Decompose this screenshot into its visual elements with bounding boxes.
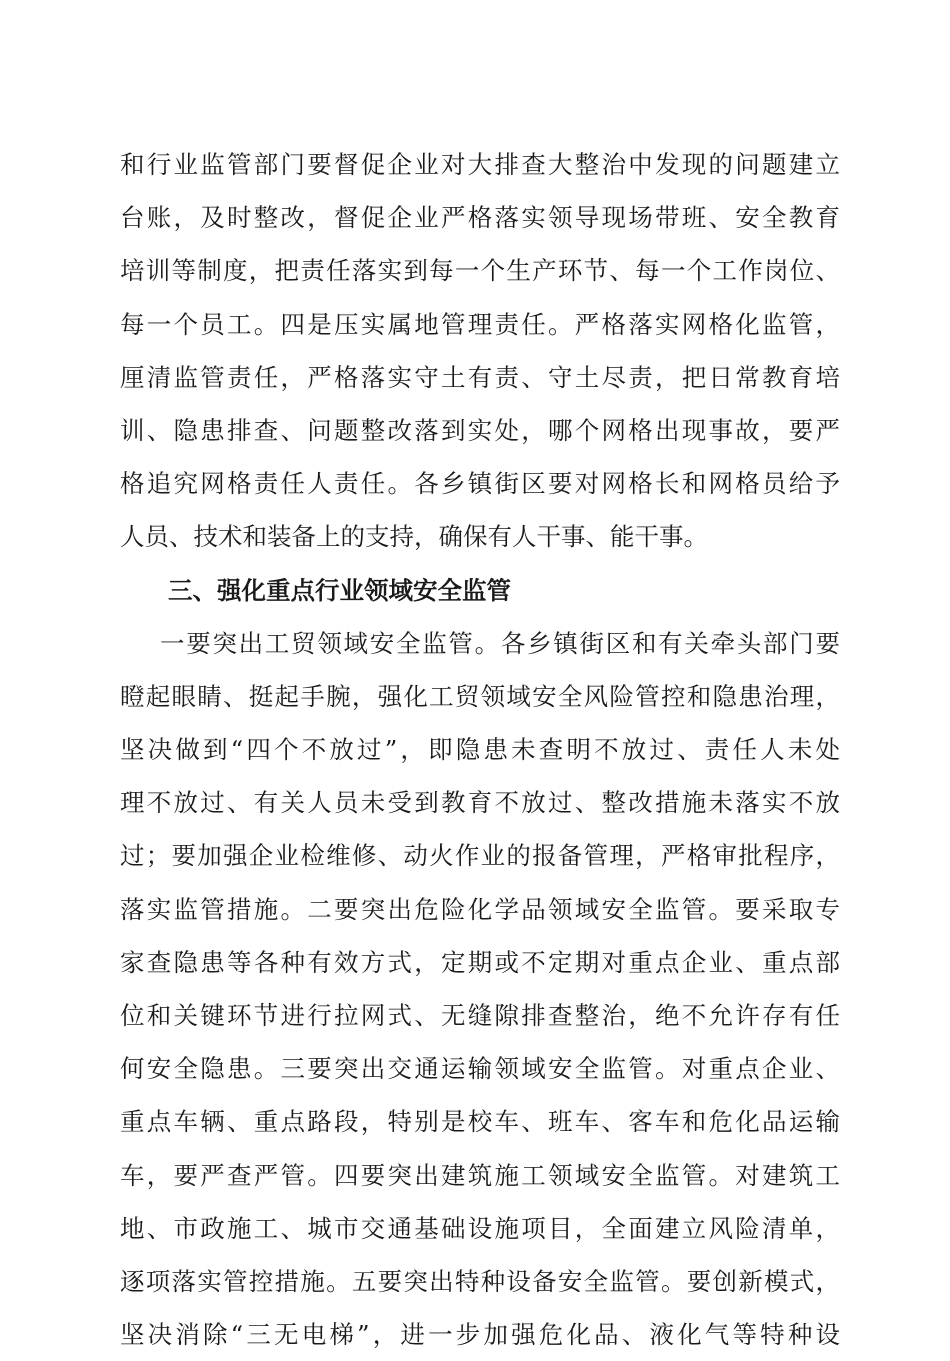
paragraph-line: 位和关键环节进行拉网式、无缝隙排查整治，绝不允许存有任 [120, 1001, 840, 1030]
paragraph-line: 训、隐患排查、问题整改落到实处，哪个网格出现事故，要严 [120, 415, 840, 445]
paragraph-line: 坚决做到“四个不放过”，即隐患未查明不放过、责任人未处 [120, 735, 840, 765]
paragraph-line: 每一个员工。四是压实属地管理责任。严格落实网格化监管， [120, 309, 840, 339]
paragraph-line: 落实监管措施。二要突出危险化学品领域安全监管。要采取专 [120, 894, 840, 924]
paragraph-line: 地、市政施工、城市交通基础设施项目，全面建立风险清单， [120, 1213, 840, 1243]
paragraph-line: 和行业监管部门要督促企业对大排查大整治中发现的问题建立 [120, 150, 840, 179]
paragraph-line: 台账，及时整改，督促企业严格落实领导现场带班、安全教育 [120, 203, 840, 233]
paragraph-line: 何安全隐患。三要突出交通运输领域安全监管。对重点企业、 [120, 1054, 840, 1084]
paragraph-line: 重点车辆、重点路段，特别是校车、班车、客车和危化品运输 [120, 1107, 840, 1137]
paragraph-line: 家查隐患等各种有效方式，定期或不定期对重点企业、重点部 [120, 947, 840, 977]
paragraph-line: 一要突出工贸领域安全监管。各乡镇街区和有关牵头部门要 [160, 628, 840, 658]
paragraph-line: 瞪起眼睛、挺起手腕，强化工贸领域安全风险管控和隐患治理， [120, 681, 840, 711]
paragraph-line: 人员、技术和装备上的支持，确保有人干事、能干事。 [120, 522, 708, 552]
paragraph-line: 培训等制度，把责任落实到每一个生产环节、每一个工作岗位、 [120, 256, 840, 286]
paragraph-line: 坚决消除“三无电梯”，进一步加强危化品、液化气等特种设 [120, 1320, 840, 1350]
paragraph-line: 逐项落实管控措施。五要突出特种设备安全监管。要创新模式， [120, 1266, 840, 1296]
paragraph-line: 车，要严查严管。四要突出建筑施工领域安全监管。对建筑工 [120, 1160, 840, 1190]
paragraph-line: 厘清监管责任，严格落实守土有责、守土尽责，把日常教育培 [120, 362, 840, 392]
paragraph-line: 过；要加强企业检维修、动火作业的报备管理，严格审批程序， [120, 841, 840, 871]
paragraph-line: 格追究网格责任人责任。各乡镇街区要对网格长和网格员给予 [120, 469, 840, 499]
section-heading: 三、强化重点行业领域安全监管 [168, 575, 511, 605]
paragraph-line: 理不放过、有关人员未受到教育不放过、整改措施未落实不放 [120, 788, 840, 818]
document-body [120, 138, 840, 1361]
